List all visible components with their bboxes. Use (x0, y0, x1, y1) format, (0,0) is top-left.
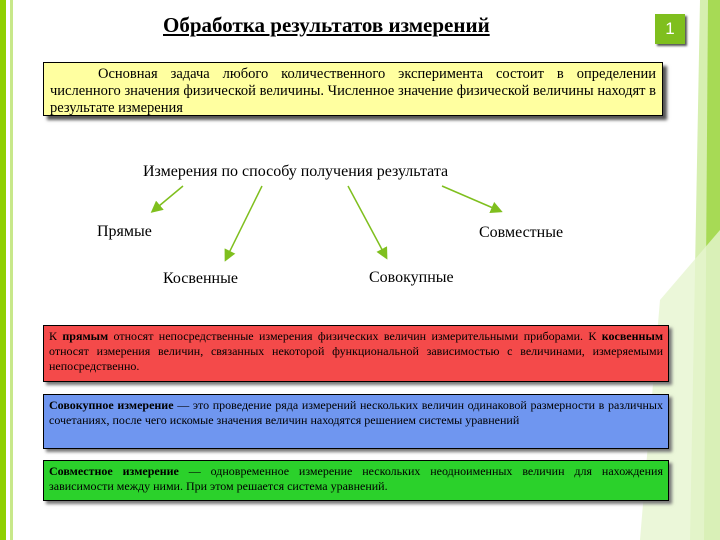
term-sovokupnoe: Совокупное измерение (49, 398, 174, 412)
diagram-root-label: Измерения по способу получения результата (143, 163, 449, 180)
term-sovmestnoe: Совместное измерение (49, 464, 179, 478)
term-kosvennym: косвенным (601, 329, 663, 343)
slide-number-badge: 1 (655, 14, 685, 44)
page-title: Обработка результатов измерений (163, 13, 490, 37)
term-pryamym: прямым (62, 329, 109, 343)
arrow-to-sovmestnye (442, 186, 500, 211)
arrow-to-sovokupnye (348, 186, 386, 257)
definition-sovmestnoe: Совместное измерение — одновременное измерение нескольких неодноименных величин для нахождения зависимости между ними. При этом решается система уравнений. (43, 460, 669, 501)
definition-direct-indirect: К прямым относят непосредственные измерения физических величин измерительными приборами. К косвенным относят измерения величин, связанных некоторой функциональной зависимостью с величинами, измеряемыми непосредственно. (43, 325, 669, 382)
diagram-node-sovokupnye: Совокупные (369, 269, 454, 286)
arrow-to-pryamye (153, 186, 183, 211)
diagram-node-pryamye: Прямые (97, 223, 152, 240)
intro-text-box: Основная задача любого количественного эксперимента состоит в определении численного значения физической величины. Численное значение физической величины находят в результате измерения (43, 62, 663, 116)
diagram-node-kosvennye: Косвенные (163, 270, 238, 287)
diagram-node-sovmestnye: Совместные (479, 224, 564, 241)
definition-sovokupnoe: Совокупное измерение — это проведение ряда измерений нескольких величин одинаковой размерности в различных сочетаниях, после чего искомые значения величин находятся решением системы уравнений (43, 394, 669, 449)
arrow-to-kosvennye (226, 186, 262, 259)
